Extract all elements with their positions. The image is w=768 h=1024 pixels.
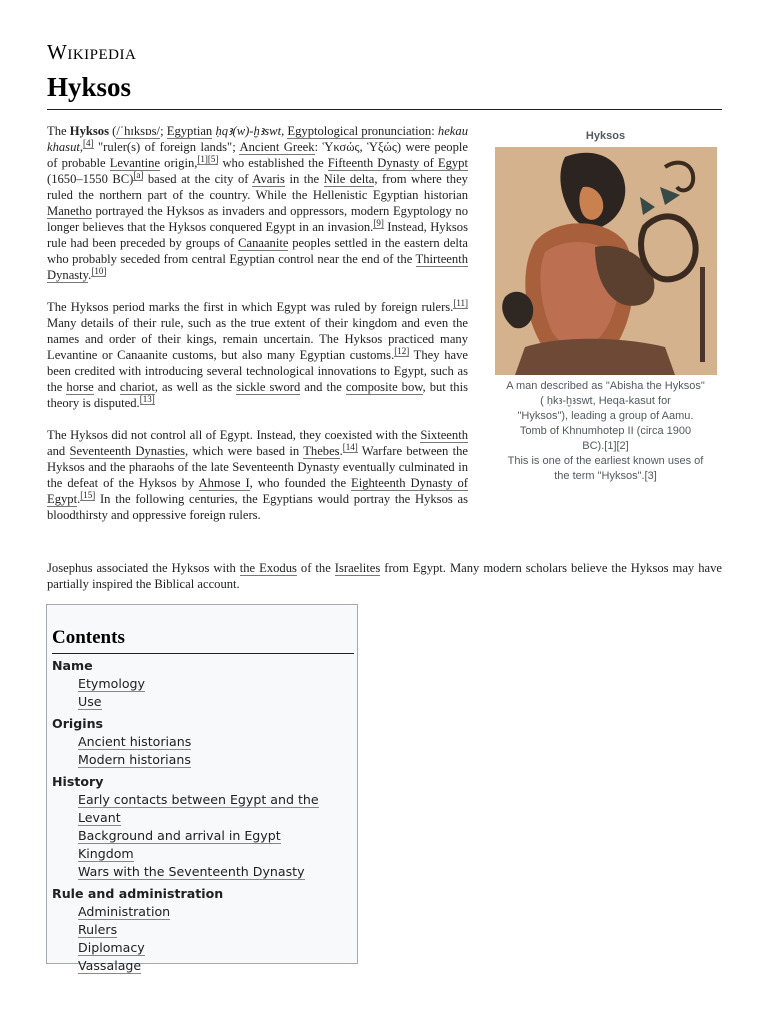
reference-13[interactable]	[140, 394, 155, 405]
toc-item[interactable]	[52, 939, 357, 957]
title-divider	[47, 109, 722, 110]
text: The Hyksos period marks the first in which Egypt was ruled by foreign rulers.	[47, 300, 454, 314]
text: They have been credited with introducing several technological innovations to Egypt, such as the	[47, 348, 468, 394]
reference-label[interactable]: [10]	[91, 265, 107, 276]
toc-divider	[52, 653, 354, 654]
link-nile-delta[interactable]: Nile delta	[323, 172, 375, 186]
caption-line: This is one of the earliest known uses of	[507, 455, 704, 467]
toc-item-label[interactable]: Vassalage	[78, 958, 142, 973]
reference-label[interactable]: [15]	[80, 489, 96, 500]
text: Warfare between the Hyksos and the pharaohs of the late Seventeenth Dynasty eventually culminated in the defeat of the Hyksos by	[47, 444, 468, 490]
text: of the	[296, 561, 335, 575]
text: , but this theory is disputed.	[47, 380, 469, 410]
text: , which were based in	[185, 444, 304, 458]
toc-item-label[interactable]: Use	[78, 694, 102, 709]
link-sickle-sword[interactable]: sickle sword	[236, 380, 301, 394]
toc-item[interactable]	[52, 827, 357, 845]
link-egyptological-pronunciation[interactable]: Egyptological pronunciation	[287, 124, 432, 138]
toc-item[interactable]	[52, 845, 357, 863]
toc-item[interactable]	[52, 733, 357, 751]
reference-label[interactable]: [4]	[83, 137, 94, 148]
text: Instead, Hyksos rule had been preceded by groups of	[47, 220, 468, 250]
intro-column	[47, 123, 468, 539]
transliteration: ḥqꜣ(w)-ḫꜣswt	[215, 124, 282, 138]
caption-line: Tomb of Khnumhotep II (circa 1900	[519, 425, 692, 437]
link-thirteenth-dynasty[interactable]: Thirteenth Dynasty	[47, 252, 468, 282]
toc-item-label[interactable]: Modern historians	[78, 752, 191, 767]
toc-item[interactable]	[52, 675, 357, 693]
toc-item-label[interactable]: Rulers	[78, 922, 118, 937]
toc-item[interactable]	[52, 863, 357, 881]
text: Many details of their rule, such as the true extent of their kingdom and even the names and order of their kings, remain uncertain. The Hyksos practiced many Levantine or Canaanite customs, but also many Egyptian customs.	[47, 316, 468, 362]
text: The Hyksos did not control all of Egypt. Instead, they coexisted with the	[47, 428, 421, 442]
toc-item[interactable]	[52, 751, 357, 769]
caption-line: "Hyksos"), leading a group of Aamu.	[517, 410, 694, 422]
note-a[interactable]	[133, 170, 143, 181]
toc-item-label[interactable]: Kingdom	[78, 846, 134, 861]
link-seventeenth-dynasty[interactable]: Seventeenth Dynasties	[69, 444, 186, 458]
link-thebes[interactable]: Thebes	[303, 444, 340, 458]
text: :	[431, 124, 438, 138]
toc-section-history[interactable]: History	[52, 774, 104, 789]
toc-title: Contents	[52, 627, 125, 648]
link-fifteenth-dynasty[interactable]: Fifteenth Dynasty of Egypt	[327, 156, 468, 170]
link-the-exodus[interactable]: the Exodus	[239, 561, 297, 575]
text: and	[47, 444, 70, 458]
infobox-image[interactable]	[495, 147, 717, 375]
toc-item[interactable]	[52, 791, 357, 827]
reference-label[interactable]: [13]	[139, 393, 155, 404]
page-title: Hyksos	[47, 72, 132, 102]
intro-paragraph-2	[47, 299, 468, 411]
wikipedia-logo[interactable]: Wikipedia	[47, 40, 137, 64]
caption-line: the term "Hyksos".[3]	[554, 470, 657, 482]
text: (	[108, 124, 117, 138]
link-avaris[interactable]: Avaris	[252, 172, 285, 186]
intro-paragraph-1	[47, 123, 468, 283]
text: .	[339, 444, 343, 458]
link-sixteenth-dynasty[interactable]: Sixteenth	[420, 428, 468, 442]
toc-section-name[interactable]: Name	[52, 658, 93, 673]
reference-label[interactable]: [a]	[133, 169, 144, 180]
intro-paragraph-4	[47, 560, 722, 592]
text: in the	[284, 172, 324, 186]
text: In the following centuries, the Egyptians would portray the Hyksos as bloodthirsty and oppressive foreign rulers.	[47, 492, 468, 522]
reference-14[interactable]	[343, 442, 358, 453]
link-manetho[interactable]: Manetho	[47, 204, 92, 218]
tomb-painting-illustration	[495, 147, 717, 375]
reference-label[interactable]: [1][5]	[197, 153, 219, 164]
link-ancient-greek[interactable]: Ancient Greek	[239, 140, 315, 154]
text: origin,	[160, 156, 198, 170]
reference-12[interactable]	[394, 346, 409, 357]
link-egyptian[interactable]: Egyptian	[166, 124, 213, 138]
text: ;	[160, 124, 167, 138]
link-eighteenth-dynasty[interactable]: Eighteenth Dynasty of Egypt	[47, 476, 468, 506]
intro-paragraph-3	[47, 427, 468, 523]
text: portrayed the Hyksos as invaders and oppressors, modern Egyptology no longer believes that the Hyksos conquered Egypt in an invasion.	[47, 204, 468, 234]
link-ahmose-i[interactable]: Ahmose I	[198, 476, 250, 490]
toc-item-label[interactable]: Wars with the Seventeenth Dynasty	[78, 864, 305, 879]
text: .	[88, 268, 92, 282]
link-horse[interactable]: horse	[66, 380, 94, 394]
text: ,	[281, 124, 288, 138]
toc-item[interactable]	[52, 957, 357, 975]
reference-1-5[interactable]	[197, 154, 218, 165]
caption-line: ( ḥkꜣ-ḫꜣswt, Heqa-kasut for	[540, 395, 671, 407]
toc-list	[52, 657, 357, 975]
text: , who founded the	[249, 476, 352, 490]
reference-10[interactable]	[91, 266, 106, 277]
toc-section-origins[interactable]: Origins	[52, 716, 104, 731]
table-of-contents	[46, 604, 358, 973]
link-levantine[interactable]: Levantine	[109, 156, 161, 170]
text: peoples settled in the eastern delta who probably seceded from central Egyptian control near the end of the	[47, 236, 468, 266]
infobox	[493, 130, 718, 484]
reference-4[interactable]	[83, 138, 94, 149]
toc-item[interactable]	[52, 903, 357, 921]
native-term: hekau khasut	[47, 124, 468, 154]
text: and the	[300, 380, 346, 394]
text: who established the	[218, 156, 328, 170]
toc-item-label[interactable]: Background and arrival in Egypt	[78, 828, 281, 843]
link-israelites[interactable]: Israelites	[334, 561, 381, 575]
toc-item-label[interactable]: Early contacts between Egypt and the Levant	[78, 792, 319, 825]
text: The	[47, 124, 70, 138]
toc-item-label[interactable]: Etymology	[78, 676, 145, 691]
text: and	[93, 380, 120, 394]
toc-section-rule-and-administration[interactable]: Rule and administration	[52, 886, 224, 901]
toc-item-label[interactable]: Diplomacy	[78, 940, 145, 955]
reference-9[interactable]	[373, 218, 384, 229]
toc-item[interactable]	[52, 921, 357, 939]
text: .	[77, 492, 81, 506]
subject-term: Hyksos	[69, 124, 109, 138]
reference-11[interactable]	[453, 298, 468, 309]
infobox-title: Hyksos	[585, 130, 626, 142]
toc-item-label[interactable]: Ancient historians	[78, 734, 192, 749]
pronunciation-link[interactable]: /ˈhɪksɒs/	[116, 124, 161, 138]
text: from Egypt. Many modern scholars believe the Hyksos may have partially inspired the Biblical account.	[47, 561, 722, 591]
reference-label[interactable]: [12]	[394, 345, 410, 356]
text: , as well as the	[154, 380, 237, 394]
text: : Ὑκσώς, Ὑξώς) were people of probable	[47, 140, 468, 170]
text: Josephus associated the Hyksos with	[47, 561, 240, 575]
reference-15[interactable]	[80, 490, 95, 501]
text: (1650–1550 BC)	[47, 172, 134, 186]
reference-label[interactable]: [14]	[342, 441, 358, 452]
caption-line: BC).[1][2]	[582, 440, 629, 452]
reference-label[interactable]: [11]	[453, 297, 468, 308]
link-composite-bow[interactable]: composite bow	[345, 380, 423, 394]
text: ,	[79, 140, 84, 154]
toc-item[interactable]	[52, 693, 357, 711]
link-canaanite[interactable]: Canaanite	[238, 236, 289, 250]
reference-label[interactable]: [9]	[373, 217, 384, 228]
text: , from where they ruled the northern part of the country. While the Hellenistic Egyptian historian	[47, 172, 468, 202]
link-chariot[interactable]: chariot	[119, 380, 155, 394]
text: "ruler(s) of foreign lands";	[93, 140, 240, 154]
caption-line: A man described as "Abisha the Hyksos"	[506, 380, 705, 392]
toc-item-label[interactable]: Administration	[78, 904, 171, 919]
text: based at the city of	[143, 172, 253, 186]
infobox-caption	[493, 379, 718, 484]
